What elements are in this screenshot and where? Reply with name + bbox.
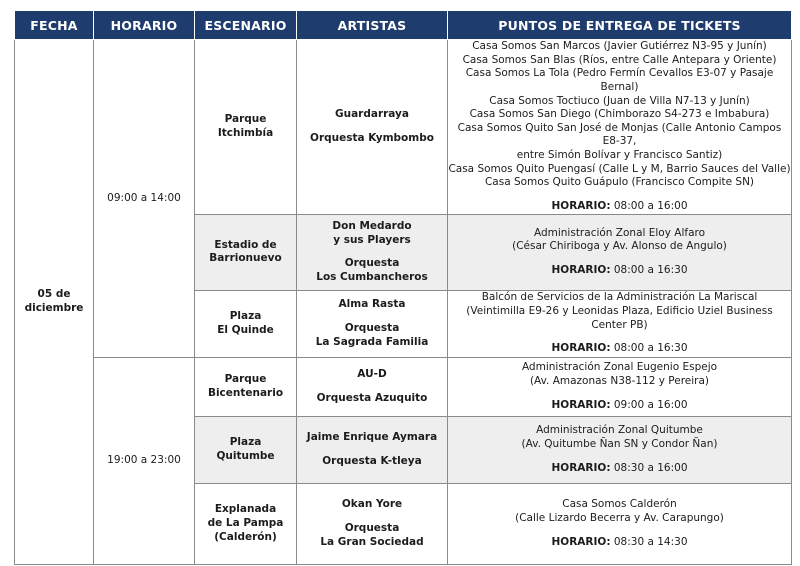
artista-line: Orquesta [344, 257, 400, 270]
horario-label: HORARIO: [551, 264, 611, 276]
horario-label: HORARIO: [551, 200, 611, 213]
artistas-cell [297, 290, 448, 357]
artista-line: Orquesta K-tleya [322, 454, 422, 467]
escenario-line: Estadio de [214, 238, 277, 251]
artistas-cell [297, 416, 448, 483]
escenario-cell [195, 483, 297, 564]
punto-line: Balcón de Servicios de la Administración La Mariscal [481, 291, 758, 304]
artista-line: Jaime Enrique Aymara [306, 431, 438, 444]
escenario-cell [195, 40, 297, 215]
escenario-cell [195, 214, 297, 290]
horario-cell: 09:00 a 14:00 [94, 40, 195, 358]
punto-line: (Calle Lizardo Becerra y Av. Carapungo) [515, 511, 724, 524]
escenario-line: Quitumbe [216, 449, 275, 462]
puntos-cell [448, 357, 792, 416]
puntos-cell [448, 214, 792, 290]
punto-line: Casa Somos San Diego (Chimborazo S4-273 e Imbabura) [469, 108, 770, 121]
horario-label: HORARIO: [551, 461, 611, 474]
escenario-cell [195, 290, 297, 357]
artistas-cell [297, 40, 448, 215]
fecha-line: 05 de [37, 288, 71, 301]
punto-line: Casa Somos Quito San José de Monjas (Calle Antonio Campos E8-37, [457, 121, 782, 148]
artista-line: Los Cumbancheros [316, 270, 428, 283]
puntos-cell [448, 290, 792, 357]
punto-line: (César Chiriboga y Av. Alonso de Angulo) [512, 240, 727, 253]
escenario-line: Parque [224, 113, 267, 126]
horario-label: HORARIO: [551, 535, 611, 548]
horario-entrega [448, 264, 791, 278]
horario-entrega [448, 342, 791, 356]
header-fecha: FECHA [15, 11, 94, 40]
artista-line: Guardarraya [334, 108, 409, 121]
fecha-cell [15, 40, 94, 565]
puntos-cell [448, 483, 792, 564]
table-row [15, 357, 792, 416]
punto-line: Casa Somos La Tola (Pedro Fermín Cevallos E3-07 y Pasaje Bernal) [465, 67, 774, 93]
horario-entrega [448, 536, 791, 550]
horario-value: 08:30 a 14:30 [613, 535, 688, 548]
punto-line: entre Simón Bolívar y Francisco Santiz) [516, 149, 723, 162]
artista-line: La Gran Sociedad [320, 535, 424, 548]
punto-line: Administración Zonal Eloy Alfaro [533, 226, 706, 239]
escenario-line: Explanada [214, 503, 277, 516]
escenario-line: Plaza [229, 436, 262, 449]
punto-line: Casa Somos San Blas (Ríos, entre Calle Antepara y Oriente) [462, 53, 777, 66]
header-row [15, 11, 792, 40]
artistas-cell [297, 357, 448, 416]
horario-cell: 19:00 a 23:00 [94, 357, 195, 564]
header-artistas: ARTISTAS [297, 11, 448, 40]
header-horario: HORARIO [94, 11, 195, 40]
artista-line: y sus Players [333, 233, 411, 246]
punto-line: Casa Somos Toctiuco (Juan de Villa N7-13 y Junín) [489, 94, 750, 107]
horario-value: 08:30 a 16:00 [613, 461, 688, 474]
fecha-line: diciembre [24, 301, 84, 314]
puntos-cell [448, 416, 792, 483]
artista-line: Alma Rasta [338, 298, 406, 311]
header-escenario: ESCENARIO [195, 11, 297, 40]
escenario-line: Parque [224, 373, 267, 386]
punto-line: Casa Somos Calderón [562, 498, 677, 511]
schedule-table [14, 10, 792, 565]
punto-line: Casa Somos Quito Guápulo (Francisco Compite SN) [484, 176, 755, 189]
horario-entrega [448, 399, 791, 413]
escenario-line: Plaza [229, 310, 262, 323]
escenario-line: El Quinde [217, 323, 274, 336]
artista-line: Orquesta [344, 521, 400, 534]
escenario-line: de La Pampa [207, 516, 284, 529]
artista-line: La Sagrada Familia [315, 335, 429, 348]
escenario-line: Itchimbía [217, 126, 274, 139]
horario-label: HORARIO: [551, 398, 611, 411]
escenario-line: (Calderón) [214, 530, 277, 543]
horario-value: 09:00 a 16:00 [613, 398, 688, 411]
artista-line: AU-D [357, 368, 387, 381]
artista-line: Okan Yore [341, 498, 403, 511]
punto-line: (Av. Amazonas N38-112 y Pereira) [529, 374, 710, 387]
escenario-cell [195, 416, 297, 483]
artistas-cell [297, 214, 448, 290]
punto-line: Casa Somos San Marcos (Javier Gutiérrez N3-95 y Junín) [472, 40, 767, 52]
escenario-cell [195, 357, 297, 416]
horario-entrega [448, 200, 791, 214]
escenario-line: Barrionuevo [209, 252, 282, 265]
puntos-cell [448, 40, 792, 215]
horario-value: 08:00 a 16:00 [613, 200, 688, 213]
punto-line: (Av. Quitumbe Ñan SN y Condor Ñan) [521, 437, 718, 450]
horario-value: 08:00 a 16:30 [613, 342, 688, 355]
header-puntos: PUNTOS DE ENTREGA DE TICKETS [448, 11, 792, 40]
horario-entrega [448, 462, 791, 476]
artista-line: Orquesta [344, 321, 400, 334]
artista-line: Orquesta Azuquito [316, 391, 428, 404]
punto-line: Administración Zonal Quitumbe [536, 424, 703, 437]
escenario-line: Bicentenario [207, 386, 284, 399]
table-row [15, 40, 792, 215]
artistas-cell [297, 483, 448, 564]
horario-label: HORARIO: [551, 342, 611, 355]
artista-line: Don Medardo [332, 219, 412, 232]
punto-line: Administración Zonal Eugenio Espejo [521, 361, 718, 374]
horario-value: 08:00 a 16:30 [613, 264, 688, 276]
artista-line: Orquesta Kymbombo [310, 131, 434, 144]
punto-line: Casa Somos Quito Puengasí (Calle L y M, Barrio Sauces del Valle) [448, 162, 791, 175]
punto-line: (Veintimilla E9-26 y Leonidas Plaza, Edificio Uziel Business Center PB) [466, 305, 773, 331]
